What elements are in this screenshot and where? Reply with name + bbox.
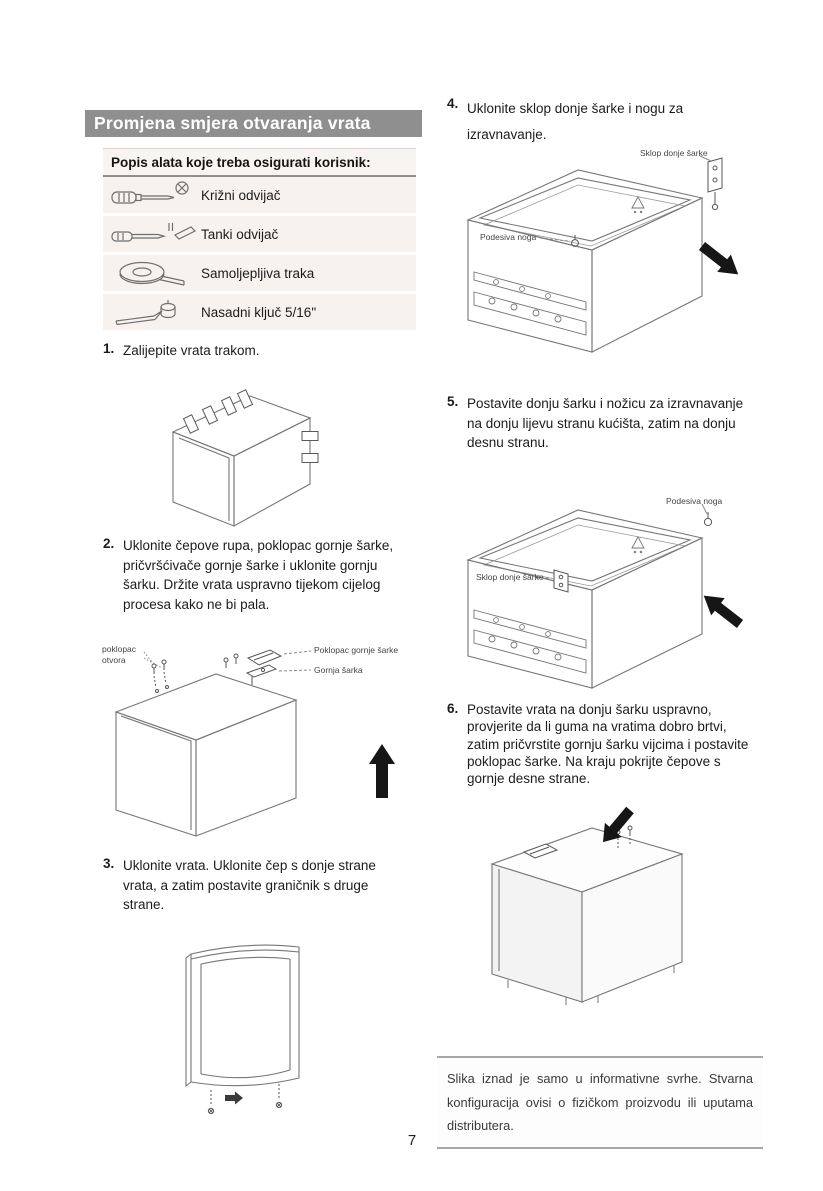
figure-label-bottom-hinge-assembly: Sklop donje šarke	[640, 148, 708, 158]
tool-label: Samoljepljiva traka	[201, 265, 315, 281]
step-1-text: Zalijepite vrata trakom.	[123, 343, 260, 358]
tool-label: Nasadni ključ 5/16"	[201, 304, 317, 320]
step-3	[103, 856, 403, 915]
figure-label-bottom-hinge-assembly: Sklop donje šarke	[476, 572, 544, 582]
figure-door-mounted	[468, 800, 723, 1018]
flat-screwdriver-icon	[103, 218, 201, 250]
tool-row	[103, 177, 416, 216]
tool-row	[103, 255, 416, 294]
disclaimer-text: Slika iznad je samo u informativne svrhe. Stvarna konfiguracija ovisi o fizičkom proizvodu ili uputama distributera.	[447, 1071, 753, 1134]
step-1	[103, 341, 403, 361]
figure-label-adjustable-foot: Podesiva noga	[666, 496, 723, 506]
step-2-number: 2.	[103, 536, 115, 551]
step-4-number: 4.	[447, 96, 459, 111]
step-3-number: 3.	[103, 856, 115, 871]
figure-removed-door	[163, 930, 313, 1128]
step-5	[447, 394, 747, 453]
right-arrow	[225, 1092, 243, 1105]
phillips-screwdriver-icon	[103, 179, 201, 211]
figure-bottom-hinge-removal	[450, 146, 755, 360]
tool-label: Tanki odvijač	[201, 226, 279, 242]
tool-label: Križni odvijač	[201, 187, 281, 203]
up-arrow	[369, 744, 395, 798]
step-4	[447, 96, 747, 149]
figure-tape-on-door	[138, 380, 338, 530]
step-6	[447, 701, 759, 787]
page-number: 7	[407, 1132, 417, 1149]
disclaimer-note	[437, 1056, 763, 1149]
step-4-text: Uklonite sklop donje šarke i nogu za izravnavanje.	[467, 101, 684, 143]
down-right-arrow	[695, 237, 745, 283]
tools-table	[103, 148, 416, 333]
figure-label-top-hinge-cover: Poklopac gornje šarke	[314, 645, 399, 655]
step-2-text: Uklonite čepove rupa, poklopac gornje šarke, pričvršćivače gornje šarke i uklonite gornju šarku. Držite vrata uspravno tijekom cijelog procesa kako ne bi pala.	[123, 538, 394, 612]
step-5-number: 5.	[447, 394, 459, 409]
socket-wrench-icon	[103, 296, 201, 328]
step-1-number: 1.	[103, 341, 115, 356]
adhesive-tape-icon	[103, 257, 201, 289]
figure-label-top-hinge: Gornja šarka	[314, 665, 363, 675]
figure-top-hinge-removal	[98, 640, 413, 850]
tool-row	[103, 216, 416, 255]
step-6-number: 6.	[447, 701, 459, 716]
section-title: Promjena smjera otvaranja vrata	[94, 113, 371, 133]
section-title-banner	[85, 110, 422, 137]
tool-row	[103, 294, 416, 333]
figure-label-adjustable-foot: Podesiva noga	[480, 232, 537, 242]
tools-table-header: Popis alata koje treba osigurati korisnik:	[103, 148, 416, 177]
step-3-text: Uklonite vrata. Uklonite čep s donje strane vrata, a zatim postavite graničnik s druge strane.	[123, 858, 376, 913]
step-6-text: Postavite vrata na donju šarku uspravno, provjerite da li guma na vratima dobro brtvi, zatim pričvrstite gornju šarku vijcima i postavite poklopac šarke. Na kraju pokrijte čepove s gornje desne strane.	[467, 702, 749, 787]
step-5-text: Postavite donju šarku i nožicu za izravnavanje na donju lijevu stranu kućišta, zatim na donju desnu stranu.	[467, 396, 744, 451]
step-2	[103, 536, 415, 614]
figure-label-hole-cap: poklopac otvora	[102, 644, 137, 665]
up-left-arrow	[697, 587, 747, 633]
figure-bottom-hinge-reinstall	[450, 490, 755, 692]
